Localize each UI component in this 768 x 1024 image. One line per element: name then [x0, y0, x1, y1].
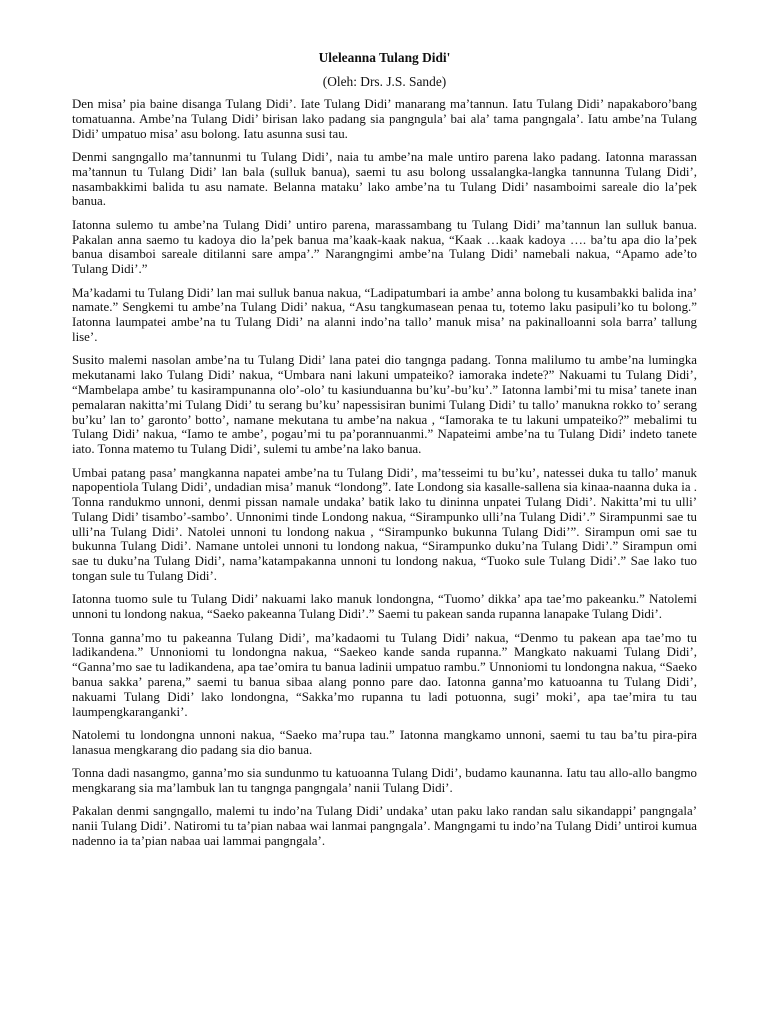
paragraph-9: Natolemi tu londongna unnoni nakua, “Saeko ma’rupa tau.” Iatonna mangkamo unnoni, saemi tu tau ba’tu pira-pira lanasua mengkarang dio padang sia dio banua.	[72, 728, 697, 757]
story-title: Uleleanna Tulang Didi'	[318, 50, 451, 65]
paragraph-5: Susito malemi nasolan ambe’na tu Tulang Didi’ lana patei dio tangnga padang. Tonna malilumo tu ambe’na lumingka mekutanami lako Tulang Didi’ nakua, “Umbara nani lakuni umpateiko? iamoraka indete?” Nakuami tu Tulang Didi’, “Mambelapa ambe’ tu kasirampunanna olo’-olo’ tu kasiunduanna bu’ku’-bu’ku’.” Iatonna lambi’mi tu misa’ tanete inan pemalaran nakitta’mi Tulang Didi’ tu serang bu’ku’ napessisiran bunimi Tulang Didi’ tu tallo’ manukna rokko to’ serang bu’ku’ lan to’ garonto’ botto’, namane mekutana tu ambe’na nakua , “Iamoraka te tu lakuni umpateiko?” mebalimi tu Tulang Didi’ nakua, “Iamo te ambe’, pogau’mi tu pa’porannuanmi.” Napateimi ambe’na tu Tulang Didi’ indeto tanete iato. Tonna matemo tu Tulang Didi’, sulemi tu ambe’na lako banua.	[72, 353, 697, 457]
paragraph-3: Iatonna sulemo tu ambe’na Tulang Didi’ untiro parena, marassambang tu Tulang Didi’ ma’tannun lan sulluk banua. Pakalan anna saemo tu kadoya dio la’pek banua ma’kaak-kaak nakua, “Kaak …kaak kadoya …. ba’tu apa dio la’pek banua disamboi sareale ditilanni sare ampa’.” Narangngimi ambe’na Tulang Didi’ namebali nakua, “Apamo ade’to Tulang Didi’.”	[72, 217, 697, 277]
document-page	[72, 50, 697, 857]
paragraph-8: Tonna ganna’mo tu pakeanna Tulang Didi’, ma’kadaomi tu Tulang Didi’ nakua, “Denmo tu pakean apa tae’mo tu ladikandena.” Unnoniomi tu londongna nakua, “Saekeo kande sanda rupanna.” Mangkato nakuami Tulang Didi’, “Ganna’mo sae tu ladikandena, apa tae’omira tu banua ladinii umpatuo rambu.” Unnoniomi tu londongna nakua, “Saeko banua sakka’ parena,” saemi tu banua sibaa alang ponno pare dao. Iatonna ganna’mo katuoanna tu Tulang Didi’, nakuami Tulang Didi’ lako londongna, “Sakka’mo rupanna tu ladi potuonna, sugi’ moki’, apa tae’mira tu tau laumpengkaranganki’.	[72, 630, 697, 719]
paragraph-4: Ma’kadami tu Tulang Didi’ lan mai sulluk banua nakua, “Ladipatumbari ia ambe’ anna bolong tu kusambakki balida ina’ namate.” Sengkemi tu ambe’na Tulang Didi’ nakua, “Asu tangkumasean penaa tu, totemo laku pasipuli’ko tu bolong.” Iatonna laumpatei ambe’na tu Tulang Didi’ na alanni indo’na tallo’ manuk misa’ na pakinalloanni sola barra’ tallung lise’.	[72, 285, 697, 344]
paragraph-6: Umbai patang pasa’ mangkanna napatei ambe’na tu Tulang Didi’, ma’tesseimi tu bu’ku’, natessei duka tu tallo’ manuk napopentiola Tulang Didi’, undadian misa’ manuk “londong”. Iate Londong sia kasalle-sallena sia kinaa-naanna duka ia . Tonna randukmo unnoni, denmi pissan namale undaka’ batik lako tu dininna unpatei Tulang Didi’. Nakitta’mi tu ulli’ Tulang Didi’ tisambo’-sambo’. Unnonimi tinde Londong nakua, “Sirampunko ulli’na Tulang Didi’.” Sirampunmi sae tu ulli’na Tulang Didi’. Natolei unnoni tu londong nakua , “Sirampunko bukunna Tulang Didi’”. Sirampun omi sae tu bukunna Tulang Didi’. Namane untolei unnoni tu londong nakua, “Sirampunko duku’na Tulang Didi’.” Sirampun omi sae tu duku’na Tulang Didi’, nama’katampakanna unnoni tu londong nakua, “Tuoko sule Tulang Didi’.” Sae lako tuo tongan sule tu Tulang Didi’.	[72, 465, 697, 584]
paragraph-10: Tonna dadi nasangmo, ganna’mo sia sundunmo tu katuoanna Tulang Didi’, budamo kaunanna. Iatu tau allo-allo bangmo mengkarang sia ma’lambuk lan tu tangnga pangngala’ nanii Tulang Didi’.	[72, 766, 697, 796]
story-body	[72, 97, 697, 849]
paragraph-1: Den misa’ pia baine disanga Tulang Didi’. Iate Tulang Didi’ manarang ma’tannun. Iatu Tulang Didi’ napakaboro’bang tomatuanna. Ambe’na Tulang Didi’ birisan lako padang sia pangngula’ bai ala’ tama pangngala’. Iatu ambe’na Tulang Didi’ umpatuo misa’ asu bolong. Iatu asunna susi tau.	[72, 97, 697, 141]
story-author: (Oleh: Drs. J.S. Sande)	[322, 74, 447, 89]
paragraph-2: Denmi sangngallo ma’tannunmi tu Tulang Didi’, naia tu ambe’na male untiro parena lako padang. Iatonna marassan ma’tannun tu Tulang Didi’ lan bala (sulluk banua), saemi tu asu bolong ussalangka-langka tannunna Tulang Didi’, nasambakkimi balida tu asu namate. Belanna mataku’ lako ambe’na tu Tulang Didi’ nasamboimi sareale dio la’pek banua.	[72, 149, 697, 209]
paragraph-11: Pakalan denmi sangngallo, malemi tu indo’na Tulang Didi’ undaka’ utan paku lako randan salu sikandappi’ pangngala’ nanii Tulang Didi’. Natiromi tu ta’pian nabaa wai lanmai pangngala’. Mangngami tu indo’na Tulang Didi’ untiroi kumua nadenno ia ta’pian nabaa uai lammai pangngala’.	[72, 804, 697, 848]
paragraph-7: Iatonna tuomo sule tu Tulang Didi’ nakuami lako manuk londongna, “Tuomo’ dikka’ apa tae’mo pakeanku.” Natolemi unnoni tu londong nakua, “Saeko pakeanna Tulang Didi’.” Saemi tu pakean sanda rupanna lanapake Tulang Didi’.	[72, 592, 697, 622]
